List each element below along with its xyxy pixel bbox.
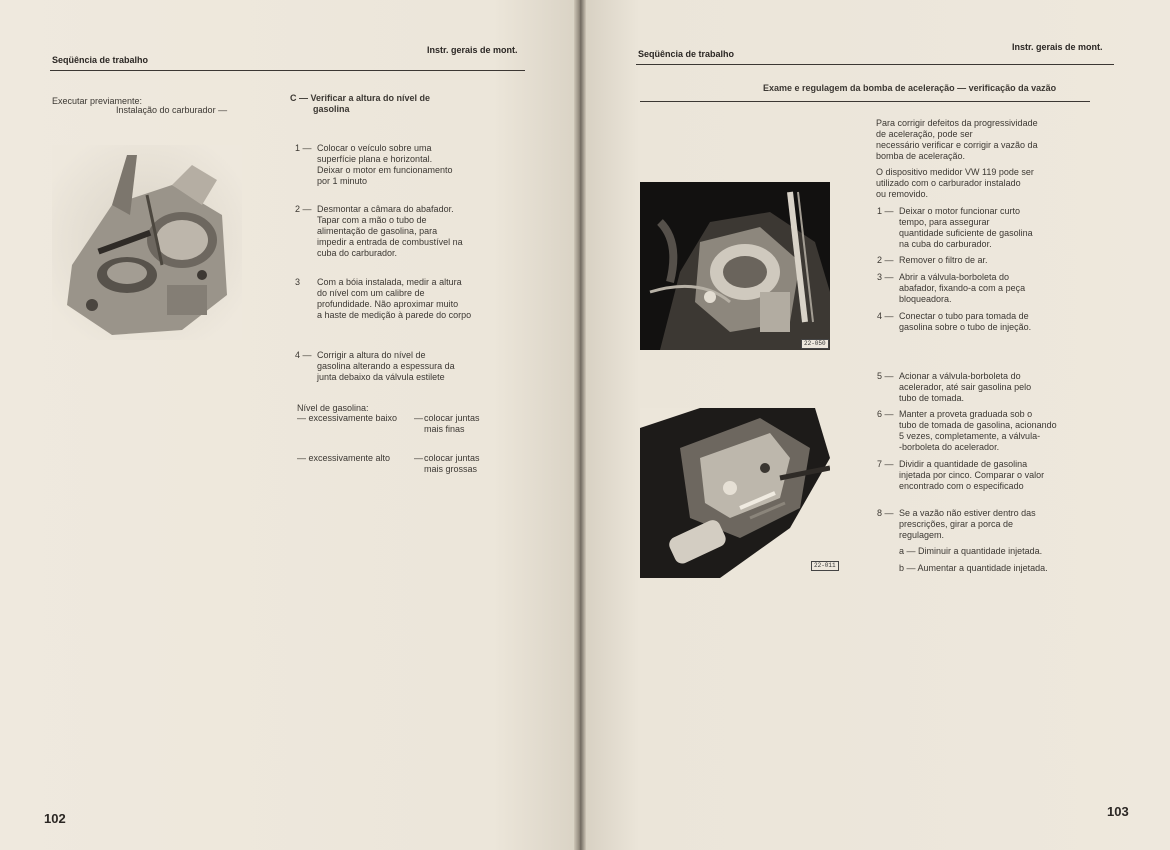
step-number: 8 —	[877, 508, 894, 518]
level-row	[297, 413, 517, 437]
right-page-number: 103	[1107, 804, 1129, 819]
device-line: O dispositivo medidor VW 119 pode ser	[876, 167, 1034, 177]
step-text	[899, 255, 988, 266]
step-line: na cuba do carburador.	[899, 239, 992, 249]
level-title: Nível de gasolina:	[297, 403, 369, 413]
step-line: quantidade suficiente de gasolina	[899, 228, 1033, 238]
step-number: 2 —	[295, 204, 312, 214]
step-line: encontrado com o especificado	[899, 481, 1024, 491]
step-line: Corrigir a altura do nível de	[317, 350, 426, 360]
step-line: do nível com um calibre de	[317, 288, 425, 298]
sub-step	[899, 546, 1099, 557]
step-text	[899, 272, 1025, 305]
step-text	[899, 206, 1033, 250]
step-line: Dividir a quantidade de gasolina	[899, 459, 1028, 469]
left-header-right: Instr. gerais de mont.	[427, 45, 518, 55]
step-line: Abrir a válvula-borboleta do	[899, 272, 1010, 282]
device-paragraph	[876, 167, 1086, 200]
book-gutter	[574, 0, 586, 850]
step-line: prescrições, girar a porca de	[899, 519, 1014, 529]
sub-step	[899, 563, 1099, 574]
step-number: 2 —	[877, 255, 894, 265]
step-line: alimentação de gasolina, para	[317, 226, 438, 236]
right-header-title: Seqüência de trabalho	[638, 49, 735, 59]
step-line: -borboleta do acelerador.	[899, 442, 1000, 452]
step-text	[899, 459, 1044, 492]
level-action-line: mais grossas	[424, 464, 478, 474]
step-text	[899, 409, 1057, 453]
step-line: Desmontar a câmara do abafador.	[317, 204, 454, 214]
left-page	[0, 0, 580, 850]
accelerator-pump-photo-1	[640, 182, 830, 350]
sub-step-text: Aumentar a quantidade injetada.	[917, 563, 1048, 573]
step-number: 5 —	[877, 371, 894, 381]
right-section-title: Exame e regulagem da bomba de aceleração — verificação da vazão	[763, 83, 1057, 93]
step-line: Remover o filtro de ar.	[899, 255, 988, 265]
prereq-item: Instalação do carburador —	[116, 105, 228, 115]
intro-line: bomba de aceleração.	[876, 151, 966, 161]
step-line: profundidade. Não aproximar muito	[317, 299, 459, 309]
step-line: Conectar o tubo para tomada de	[899, 311, 1029, 321]
step-text	[317, 204, 463, 259]
level-separator: —	[414, 413, 423, 423]
level-action-line: mais finas	[424, 424, 465, 434]
section-title-line1: C — Verificar a altura do nível de	[290, 93, 431, 103]
level-action-line: colocar juntas	[424, 453, 480, 463]
device-line: utilizado com o carburador instalado	[876, 178, 1021, 188]
right-header-rule	[636, 64, 1114, 65]
level-action	[424, 413, 480, 435]
step-text	[899, 508, 1036, 541]
intro-line: necessário verificar e corrigir a vazão da	[876, 140, 1038, 150]
step-line: Com a bóia instalada, medir a altura	[317, 277, 462, 287]
step-line: acelerador, até sair gasolina pelo	[899, 382, 1032, 392]
step-line: Se a vazão não estiver dentro das	[899, 508, 1036, 518]
step-line: junta debaixo da válvula estilete	[317, 372, 445, 382]
step-line: Manter a proveta graduada sob o	[899, 409, 1033, 419]
intro-line: Para corrigir defeitos da progressividade	[876, 118, 1038, 128]
step-line: Deixar o motor em funcionamento	[317, 165, 453, 175]
prereq-label: Executar previamente:	[52, 96, 143, 106]
step-text	[317, 350, 455, 383]
intro-line: de aceleração, pode ser	[876, 129, 973, 139]
step-line: a haste de medição à parede do corpo	[317, 310, 472, 320]
step-number: 1 —	[877, 206, 894, 216]
step-line: superfície plana e horizontal.	[317, 154, 433, 164]
step-text	[317, 277, 471, 321]
step-number: 3	[295, 277, 301, 287]
step-line: cuba do carburador.	[317, 248, 398, 258]
step-line: por 1 minuto	[317, 176, 368, 186]
step-line: bloqueadora.	[899, 294, 952, 304]
step-line: tubo de tomada.	[899, 393, 965, 403]
step-line: abafador, fixando-a com a peça	[899, 283, 1026, 293]
step-number: 4 —	[295, 350, 312, 360]
step-line: gasolina sobre o tubo de injeção.	[899, 322, 1032, 332]
step-line: tubo de tomada de gasolina, acionando	[899, 420, 1057, 430]
step-number: 3 —	[877, 272, 894, 282]
step-line: impedir a entrada de combustível na	[317, 237, 463, 247]
step-line: injetada por cinco. Comparar o valor	[899, 470, 1045, 480]
step-line: regulagem.	[899, 530, 945, 540]
right-page	[580, 0, 1170, 850]
step-line: Colocar o veículo sobre uma	[317, 143, 432, 153]
intro-paragraph	[876, 118, 1086, 162]
step-text	[899, 371, 1031, 404]
step-number: 6 —	[877, 409, 894, 419]
figure-tag-2: 22-011	[811, 561, 839, 571]
device-line: ou removido.	[876, 189, 929, 199]
step-line: Tapar com a mão o tubo de	[317, 215, 427, 225]
level-label: — excessivamente baixo	[297, 413, 398, 423]
left-header-rule	[50, 70, 525, 71]
step-number: 7 —	[877, 459, 894, 469]
step-line: Deixar o motor funcionar curto	[899, 206, 1021, 216]
step-number: 4 —	[877, 311, 894, 321]
level-action-line: colocar juntas	[424, 413, 480, 423]
step-text	[317, 143, 453, 187]
section-title-line2: gasolina	[313, 104, 350, 114]
left-header-title: Seqüência de trabalho	[52, 55, 149, 65]
level-label: — excessivamente alto	[297, 453, 391, 463]
level-action	[424, 453, 480, 475]
level-separator: —	[414, 453, 423, 463]
step-number: 1 —	[295, 143, 312, 153]
level-row	[297, 453, 517, 477]
carburetor-photo	[52, 145, 242, 340]
figure-tag-1: 22-050	[801, 339, 829, 349]
left-page-number: 102	[44, 811, 66, 826]
right-header-right: Instr. gerais de mont.	[1012, 42, 1103, 52]
sub-step-label: a —	[899, 546, 916, 556]
accelerator-pump-photo-2	[640, 408, 830, 578]
step-line: gasolina alterando a espessura da	[317, 361, 455, 371]
sub-step-text: Diminuir a quantidade injetada.	[918, 546, 1043, 556]
sub-step-label: b —	[899, 563, 916, 573]
step-line: tempo, para assegurar	[899, 217, 990, 227]
step-line: Acionar a válvula-borboleta do	[899, 371, 1021, 381]
right-section-rule	[640, 101, 1090, 102]
step-text	[899, 311, 1031, 333]
step-line: 5 vezes, completamente, a válvula-	[899, 431, 1041, 441]
